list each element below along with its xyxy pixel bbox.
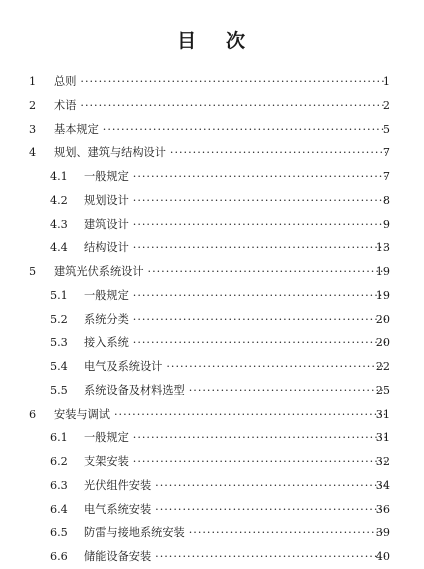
toc-entry-number: 5.4 <box>50 360 68 373</box>
toc-entry[interactable] <box>0 260 424 284</box>
toc-entry-number: 2 <box>29 98 37 112</box>
toc-entry-number: 6.1 <box>50 431 68 445</box>
toc-entry-number: 5 <box>29 265 37 278</box>
toc-entry[interactable] <box>0 331 424 355</box>
toc-entry-body <box>84 426 390 450</box>
dot-leader <box>133 165 386 189</box>
toc-entry-page-number: 34 <box>375 478 390 492</box>
page-title <box>0 26 424 53</box>
dot-leader <box>103 118 386 142</box>
toc-entry-number: 6.3 <box>50 478 68 492</box>
toc-entry-body <box>84 545 390 569</box>
toc-entry-page-number: 1 <box>382 75 390 88</box>
toc-entry-body <box>84 189 390 213</box>
toc-entry-page-number: 36 <box>375 502 390 516</box>
toc-entry-page-number: 32 <box>375 455 390 468</box>
toc-entry[interactable] <box>0 189 424 213</box>
toc-entry-title: 规划设计 <box>84 193 129 207</box>
toc-entry[interactable] <box>0 498 424 522</box>
toc-entry-title: 建筑光伏系统设计 <box>54 265 144 278</box>
toc-entry-number: 5.1 <box>50 288 68 302</box>
toc-entry[interactable] <box>0 521 424 545</box>
toc-entry-title: 防雷与接地系统安装 <box>84 526 185 540</box>
toc-entry-title: 建筑设计 <box>84 217 129 231</box>
toc-entry-number: 4.2 <box>50 193 68 207</box>
toc-entry-body <box>54 94 390 118</box>
toc-entry-body <box>54 118 390 142</box>
toc-entry-page-number: 19 <box>375 288 390 302</box>
toc-entry-body <box>54 403 390 427</box>
dot-leader <box>133 284 386 308</box>
toc-entry-body <box>54 141 390 165</box>
toc-entry-page-number: 40 <box>375 550 390 563</box>
toc-entry[interactable] <box>0 284 424 308</box>
toc-entry-body <box>84 331 390 355</box>
dot-leader <box>148 260 386 284</box>
toc-entry[interactable] <box>0 403 424 427</box>
toc-entry-body <box>84 450 390 474</box>
dot-leader <box>133 450 386 474</box>
toc-entry-title: 储能设备安装 <box>84 550 152 563</box>
toc-entry-number: 6.2 <box>50 455 68 468</box>
dot-leader <box>80 70 386 94</box>
toc-entry-title: 一般规定 <box>84 170 129 183</box>
toc-entry-body <box>54 70 390 94</box>
toc-entry-page-number: 31 <box>375 431 390 445</box>
toc-entry-page-number: 39 <box>375 526 390 540</box>
toc-entry-page-number: 7 <box>382 146 390 160</box>
toc-entry-title: 一般规定 <box>84 431 129 445</box>
toc-entry-number: 6 <box>29 407 37 421</box>
title-char-1: 目 <box>177 30 198 52</box>
toc-entry-body <box>84 474 390 498</box>
toc-entry[interactable] <box>0 94 424 118</box>
toc-entry-body <box>84 213 390 237</box>
dot-leader <box>155 474 386 498</box>
title-char-2: 次 <box>226 30 247 52</box>
toc-entry-number: 3 <box>29 122 37 136</box>
toc-entry-number: 4.4 <box>50 241 68 255</box>
toc-entry[interactable] <box>0 213 424 237</box>
toc-entry-number: 6.4 <box>50 502 68 516</box>
toc-entry-body <box>84 498 390 522</box>
toc-entry-page-number: 2 <box>382 98 390 112</box>
dot-leader <box>114 403 386 427</box>
toc-entry[interactable] <box>0 236 424 260</box>
toc-entry-number: 4.1 <box>50 170 68 183</box>
toc-entry-title: 总则 <box>54 75 77 88</box>
toc-entry-body <box>84 521 390 545</box>
toc-entry[interactable] <box>0 379 424 403</box>
toc-entry-body <box>84 165 390 189</box>
toc-entry[interactable] <box>0 165 424 189</box>
dot-leader <box>133 189 386 213</box>
dot-leader <box>80 94 386 118</box>
toc-entry-number: 4.3 <box>50 217 68 231</box>
toc-entry-body <box>84 284 390 308</box>
toc-entry-title: 支架安装 <box>84 455 129 468</box>
dot-leader <box>133 308 386 332</box>
dot-leader <box>189 379 386 403</box>
toc-entry[interactable] <box>0 450 424 474</box>
dot-leader <box>155 545 386 569</box>
toc-entry-page-number: 25 <box>375 383 390 397</box>
toc-entry[interactable] <box>0 355 424 379</box>
toc-entry-number: 1 <box>29 75 37 88</box>
toc-entry[interactable] <box>0 474 424 498</box>
dot-leader <box>133 236 386 260</box>
toc-entry-title: 系统设备及材料选型 <box>84 383 185 397</box>
toc-entry-page-number: 31 <box>375 407 390 421</box>
toc-entry-title: 安装与调试 <box>54 407 110 421</box>
toc-entry[interactable] <box>0 426 424 450</box>
toc-entry-body <box>84 355 390 379</box>
dot-leader <box>133 426 386 450</box>
toc-entry-page-number: 19 <box>375 265 390 278</box>
toc-entry-title: 光伏组件安装 <box>84 478 152 492</box>
toc-entry-title: 系统分类 <box>84 312 129 326</box>
toc-entry-body <box>54 260 390 284</box>
toc-entry-title: 电气及系统设计 <box>84 360 163 373</box>
dot-leader <box>170 141 386 165</box>
toc-entry[interactable] <box>0 70 424 94</box>
toc-entry-number: 5.3 <box>50 336 68 350</box>
toc-entry-title: 一般规定 <box>84 288 129 302</box>
toc-entry-body <box>84 236 390 260</box>
toc-entry-body <box>84 379 390 403</box>
toc-entry-number: 6.5 <box>50 526 68 540</box>
toc-entry-body <box>84 308 390 332</box>
table-of-contents <box>0 70 424 569</box>
toc-entry[interactable] <box>0 141 424 165</box>
toc-entry-page-number: 5 <box>382 122 390 136</box>
toc-entry-page-number: 7 <box>382 170 390 183</box>
dot-leader <box>189 521 386 545</box>
toc-entry-title: 接入系统 <box>84 336 129 350</box>
toc-entry-page-number: 13 <box>375 241 390 255</box>
toc-entry-title: 结构设计 <box>84 241 129 255</box>
toc-entry-title: 电气系统安装 <box>84 502 152 516</box>
toc-entry-page-number: 22 <box>375 360 390 373</box>
toc-entry-page-number: 20 <box>375 336 390 350</box>
toc-entry-title: 规划、建筑与结构设计 <box>54 146 166 160</box>
toc-entry-page-number: 9 <box>382 217 390 231</box>
toc-entry-number: 6.6 <box>50 550 68 563</box>
toc-entry-number: 5.2 <box>50 312 68 326</box>
dot-leader <box>133 213 386 237</box>
toc-entry[interactable] <box>0 545 424 569</box>
toc-entry-page-number: 8 <box>382 193 390 207</box>
toc-entry[interactable] <box>0 308 424 332</box>
dot-leader <box>133 331 386 355</box>
toc-entry[interactable] <box>0 118 424 142</box>
dot-leader <box>166 355 386 379</box>
toc-entry-number: 4 <box>29 146 37 160</box>
toc-entry-page-number: 20 <box>375 312 390 326</box>
toc-entry-title: 术语 <box>54 98 77 112</box>
toc-entry-title: 基本规定 <box>54 122 99 136</box>
toc-entry-number: 5.5 <box>50 383 68 397</box>
dot-leader <box>155 498 386 522</box>
